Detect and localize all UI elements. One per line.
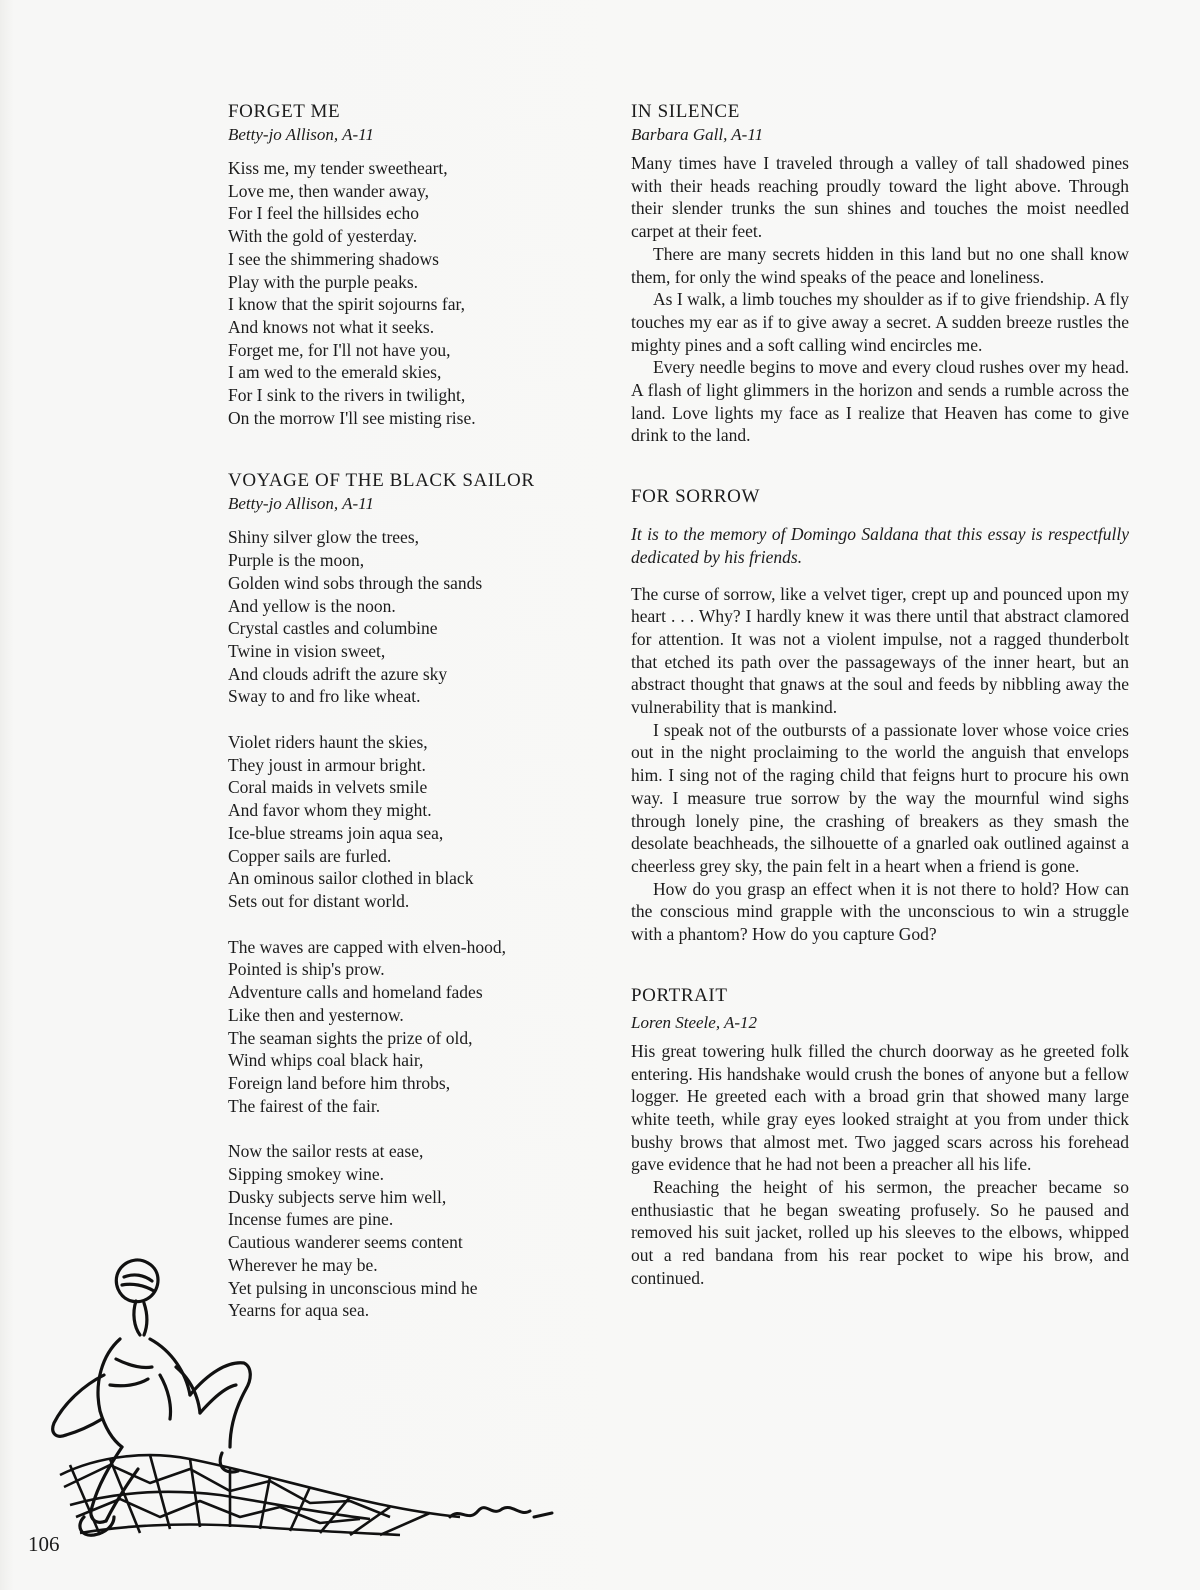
- poem-line: Cautious wanderer seems content: [228, 1232, 463, 1253]
- poem-line: Forget me, for I'll not have you,: [228, 339, 451, 360]
- page-number: 106: [28, 1532, 60, 1556]
- poem-line: Love me, then wander away,: [228, 180, 430, 201]
- poem-line: For I sink to the rivers in twilight,: [228, 385, 466, 406]
- essay-paragraph: There are many secrets hidden in this land but no one shall know them, for only the wind speaks of the peace and loneliness.: [631, 243, 1129, 287]
- poem-line: Coral maids in velvets smile: [228, 777, 428, 798]
- poem-line: An ominous sailor clothed in black: [228, 868, 474, 889]
- essay-paragraph: How do you grasp an effect when it is not there to hold? How can the conscious mind grapple with the unconscious to win a struggle with a phantom? How do you capture God?: [631, 878, 1129, 945]
- essay-in-silence: [631, 100, 1129, 447]
- essay-for-sorrow: [631, 485, 1129, 946]
- poem-stanza: [228, 526, 568, 708]
- essay-paragraph: Every needle begins to move and every cloud rushes over my head. A flash of light glimmers in the horizon and sends a rumble across the land. Love lights my face as I realize that Heaven has come to give drink to the land.: [631, 357, 1129, 446]
- poem-lines: [228, 157, 568, 429]
- poem-line: For I feel the hillsides echo: [228, 203, 419, 224]
- essay-author: Barbara Gall, A-11: [631, 125, 764, 144]
- poem-forget-me: [228, 100, 568, 429]
- essay-paragraph: The curse of sorrow, like a velvet tiger, crept up and pounced upon my heart . . . Why? I hardly knew it was there until that abstract clamored for attention. It was not a violent impulse, not a ragged thunderbolt that etched its path over the passageways of the inner heart, but an abstract thought that gnaws at the soul and feeds by nibbling away the vulnerability that is mankind.: [631, 583, 1129, 718]
- essay-author: Loren Steele, A-12: [631, 1012, 758, 1032]
- poem-line: Purple is the moon,: [228, 550, 365, 571]
- poem-line: On the morrow I'll see misting rise.: [228, 407, 476, 428]
- poem-line: The waves are capped with elven-hood,: [228, 936, 506, 957]
- poem-line: Wherever he may be.: [228, 1254, 378, 1275]
- poem-line: I know that the spirit sojourns far,: [228, 294, 465, 315]
- poem-line: Dusky subjects serve him well,: [228, 1186, 447, 1207]
- poem-line: Kiss me, my tender sweetheart,: [228, 158, 448, 178]
- poem-line: Wind whips coal black hair,: [228, 1050, 424, 1071]
- poem-stanza: [228, 731, 568, 913]
- poem-line: Foreign land before him throbs,: [228, 1072, 451, 1093]
- essay-body: [631, 1040, 1129, 1290]
- poem-line: Violet riders haunt the skies,: [228, 732, 428, 753]
- poem-line: The seaman sights the prize of old,: [228, 1027, 473, 1048]
- poem-author: Betty-jo Allison, A-11: [228, 494, 374, 514]
- poem-stanzas: [228, 526, 568, 1322]
- essay-title: IN SILENCE: [631, 101, 740, 122]
- poem-title: FORGET ME: [228, 101, 341, 122]
- poem-line: Copper sails are furled.: [228, 845, 392, 866]
- poem-line: Like then and yesternow.: [228, 1004, 404, 1025]
- poem-line: And favor whom they might.: [228, 800, 432, 821]
- poem-title: VOYAGE OF THE BLACK SAILOR: [228, 470, 535, 492]
- poem-line: Golden wind sobs through the sands: [228, 572, 483, 593]
- poem-line: Sipping smokey wine.: [228, 1164, 385, 1185]
- poem-line: Yearns for aqua sea.: [228, 1300, 370, 1321]
- sailor-with-net-illustration: [40, 1255, 570, 1545]
- poem-line: With the gold of yesterday.: [228, 226, 418, 247]
- essay-portrait: [631, 984, 1129, 1290]
- essay-paragraph: Reaching the height of his sermon, the preacher became so enthusiastic that he began sweating profusely. So he paused and removed his suit jacket, rolled up his sleeves to the elbows, whipped out a red bandana from his rear pocket to wipe his brow, and continued.: [631, 1177, 1129, 1288]
- poem-line: They joust in armour bright.: [228, 754, 426, 775]
- essay-body: [631, 583, 1129, 946]
- poem-line: The fairest of the fair.: [228, 1095, 381, 1116]
- essay-body: [631, 152, 1129, 447]
- poem-stanza: [228, 936, 568, 1118]
- poem-line: And clouds adrift the azure sky: [228, 663, 448, 684]
- poem-line: Yet pulsing in unconscious mind he: [228, 1277, 478, 1298]
- poem-line: Crystal castles and columbine: [228, 618, 438, 639]
- poem-line: Now the sailor rests at ease,: [228, 1141, 424, 1162]
- essay-paragraph: His great towering hulk filled the church doorway as he greeted folk entering. His handshake would crush the bones of anyone but a fellow logger. He greeted each with a broad grin that showed many large white teeth, while gray eyes looked straight at you from under thick bushy brows that almost met. Two jagged scars across his forehead gave evidence that he had not been a preacher all his life.: [631, 1040, 1129, 1175]
- poem-line: Incense fumes are pine.: [228, 1209, 394, 1230]
- poem-line: Pointed is ship's prow.: [228, 959, 385, 980]
- essay-paragraph: I speak not of the outbursts of a passionate lover whose voice cries out in the night proclaiming to the world the anguish that envelops him. I sing not of the raging child that feigns hurt to procure his own way. I measure true sorrow by the way the mournful wind sighs through lonely pine, the crashing of breakers as they smash the desolate beachheads, the silhouette of a gnarled oak outlined against a cheerless grey sky, the pain felt in a heart when a friend is gone.: [631, 719, 1129, 876]
- right-column: [631, 100, 1129, 1290]
- poem-line: And yellow is the noon.: [228, 595, 396, 616]
- poem-line: Sway to and fro like wheat.: [228, 686, 421, 707]
- essay-paragraph: Many times have I traveled through a valley of tall shadowed pines with their heads reaching proudly toward the light above. Through their slender trunks the sun shines and touches the moist needled carpet at their feet.: [631, 153, 1129, 242]
- poem-line: Twine in vision sweet,: [228, 640, 386, 661]
- poem-line: Ice-blue streams join aqua sea,: [228, 822, 444, 843]
- left-column: [228, 100, 568, 1322]
- poem-line: Sets out for distant world.: [228, 890, 410, 911]
- essay-dedication: It is to the memory of Domingo Saldana that this essay is respectfully dedicated by his friends.: [631, 524, 1129, 567]
- poem-line: Adventure calls and homeland fades: [228, 982, 483, 1003]
- essay-paragraph: As I walk, a limb touches my shoulder as if to give friendship. A fly touches my ear as if to give away a secret. A sudden breeze rustles the mighty pines and a soft calling wind encircles me.: [631, 289, 1129, 355]
- poem-line: Shiny silver glow the trees,: [228, 527, 420, 548]
- poem-line: Play with the purple peaks.: [228, 271, 419, 292]
- essay-title: PORTRAIT: [631, 984, 728, 1006]
- poem-line: And knows not what it seeks.: [228, 316, 435, 337]
- poem-voyage-of-the-black-sailor: [228, 469, 568, 1322]
- essay-title: FOR SORROW: [631, 486, 760, 508]
- poem-line: I see the shimmering shadows: [228, 248, 439, 269]
- poem-line: I am wed to the emerald skies,: [228, 362, 442, 383]
- poem-author: Betty-jo Allison, A-11: [228, 125, 374, 144]
